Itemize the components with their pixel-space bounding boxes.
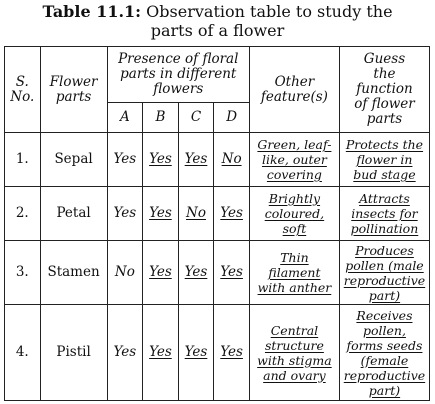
value-a: No bbox=[107, 241, 143, 305]
header-col-b: B bbox=[143, 103, 179, 133]
table-row bbox=[5, 133, 430, 187]
row-number: 2. bbox=[5, 187, 41, 241]
value-b: Yes bbox=[143, 241, 179, 305]
header-col-d: D bbox=[214, 103, 250, 133]
function-text: Protects the flower in bud stage bbox=[339, 133, 429, 187]
value-a: Yes bbox=[107, 133, 143, 187]
row-number: 3. bbox=[5, 241, 41, 305]
feature-text: Central structure with stigma and ovary bbox=[249, 305, 339, 401]
row-part: Pistil bbox=[40, 305, 107, 401]
caption-line1: Observation table to study the bbox=[146, 2, 393, 21]
table-row bbox=[5, 241, 430, 305]
value-a: Yes bbox=[107, 305, 143, 401]
value-b: Yes bbox=[143, 133, 179, 187]
caption-line2: parts of a flower bbox=[150, 21, 285, 40]
function-text: Produces pollen (male reproductive part) bbox=[339, 241, 429, 305]
function-text: Receives pollen, forms seeds (female reproductive part) bbox=[339, 305, 429, 401]
table-row bbox=[5, 305, 430, 401]
value-d: No bbox=[214, 133, 250, 187]
header-sno: S. No. bbox=[5, 47, 41, 133]
value-d: Yes bbox=[214, 187, 250, 241]
feature-text: Green, leaf- like, outer covering bbox=[249, 133, 339, 187]
observation-table bbox=[4, 46, 430, 401]
value-d: Yes bbox=[214, 305, 250, 401]
header-col-a: A bbox=[107, 103, 143, 133]
row-part: Stamen bbox=[40, 241, 107, 305]
value-c: Yes bbox=[178, 133, 214, 187]
header-col-c: C bbox=[178, 103, 214, 133]
value-b: Yes bbox=[143, 187, 179, 241]
table-row bbox=[5, 187, 430, 241]
value-b: Yes bbox=[143, 305, 179, 401]
row-part: Sepal bbox=[40, 133, 107, 187]
header-row-1 bbox=[5, 47, 430, 103]
header-flower-parts: Flower parts bbox=[40, 47, 107, 133]
row-part: Petal bbox=[40, 187, 107, 241]
row-number: 4. bbox=[5, 305, 41, 401]
value-a: Yes bbox=[107, 187, 143, 241]
table-caption bbox=[0, 2, 435, 40]
value-c: Yes bbox=[178, 241, 214, 305]
value-c: Yes bbox=[178, 305, 214, 401]
row-number: 1. bbox=[5, 133, 41, 187]
caption-label: Table 11.1: bbox=[42, 2, 142, 21]
header-presence: Presence of floral parts in different flowers bbox=[107, 47, 249, 103]
feature-text: Thin filament with anther bbox=[249, 241, 339, 305]
value-d: Yes bbox=[214, 241, 250, 305]
header-other-features: Other feature(s) bbox=[249, 47, 339, 133]
value-c: No bbox=[178, 187, 214, 241]
feature-text: Brightly coloured, soft bbox=[249, 187, 339, 241]
function-text: Attracts insects for pollination bbox=[339, 187, 429, 241]
header-guess-function: Guess the function of flower parts bbox=[339, 47, 429, 133]
